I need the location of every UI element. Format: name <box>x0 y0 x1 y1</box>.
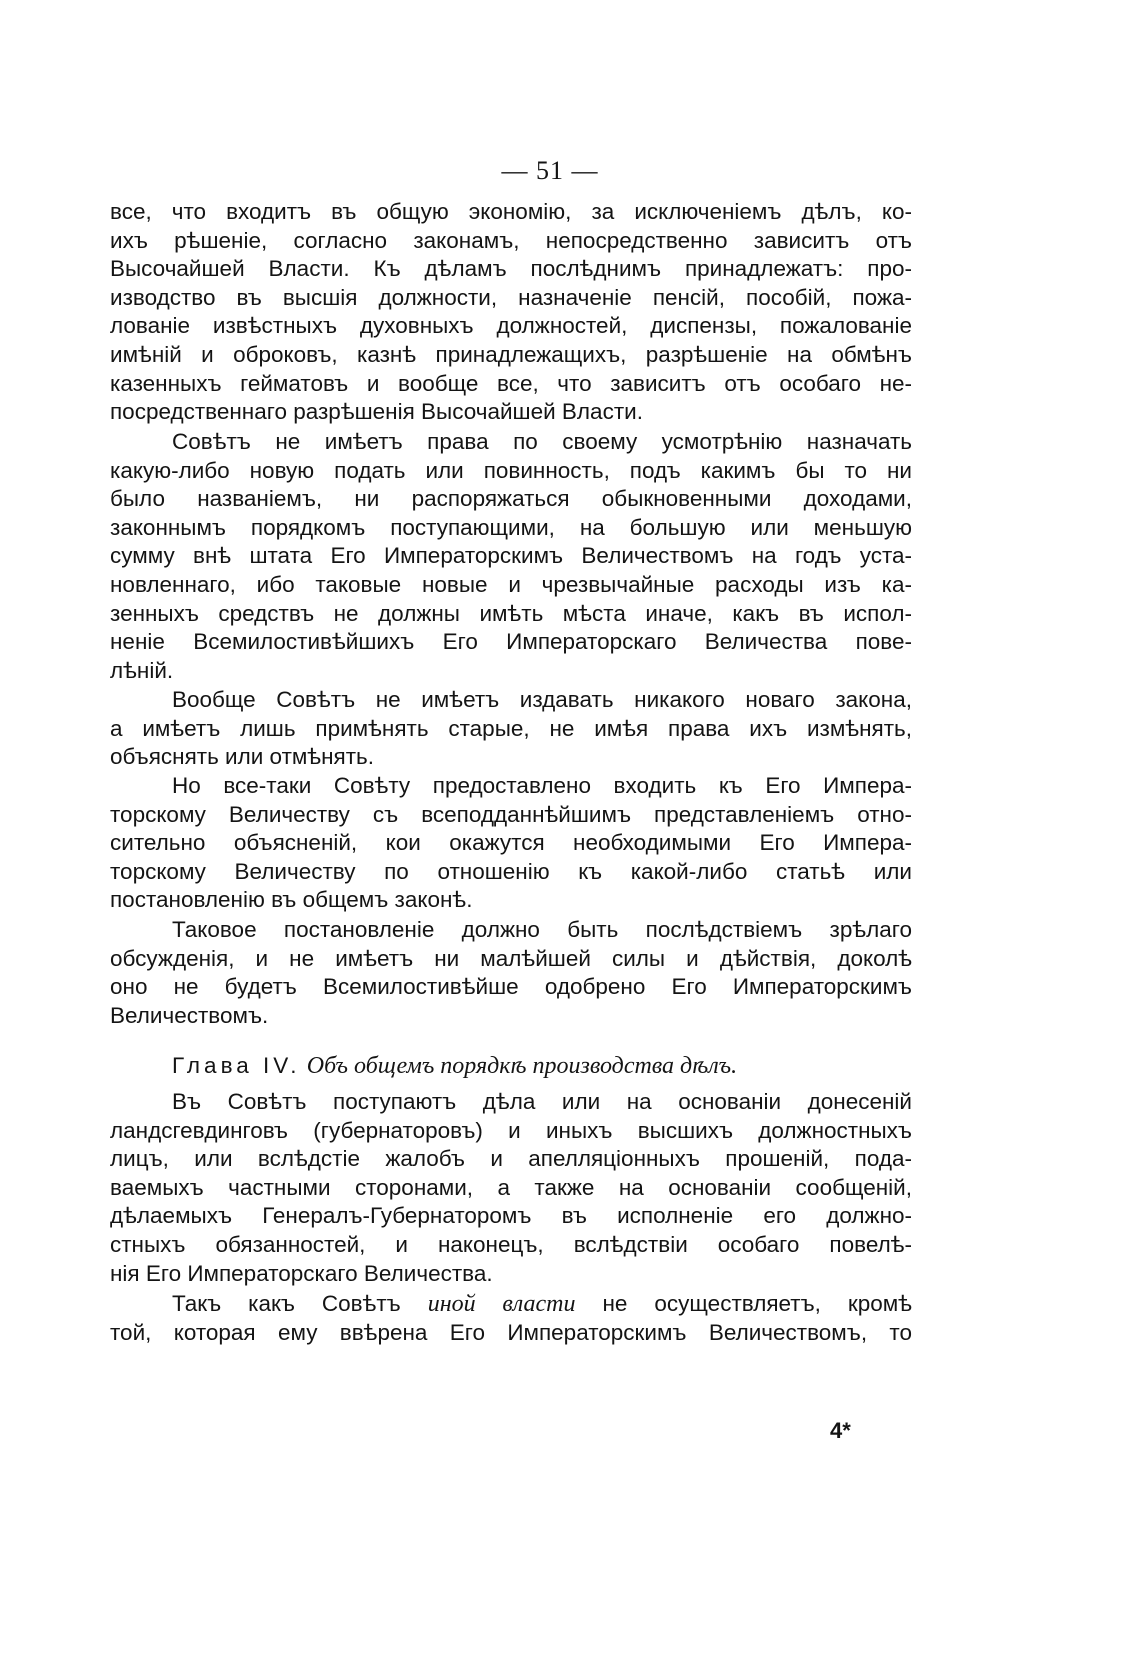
text-line: Таковое постановленіе должно быть послѣдствіемъ зрѣлаго <box>172 917 912 942</box>
text-line: имѣній и оброковъ, казнѣ принадлежащихъ, разрѣшеніе на обмѣнъ <box>110 341 912 367</box>
text-line: Въ Совѣтъ поступаютъ дѣла или на основаніи донесеній <box>172 1089 912 1114</box>
text-line: сительно объясненій, кои окажутся необходимыми Его Импера- <box>110 830 912 856</box>
text-line: ваемыхъ частными сторонами, а также на основаніи сообщеній, <box>110 1174 912 1200</box>
text-line: постановленію въ общемъ законѣ. <box>110 887 473 913</box>
text-line: все, что входитъ въ общую экономію, за исключеніемъ дѣлъ, ко- <box>110 199 912 224</box>
paragraph-continuation <box>110 198 912 427</box>
text-line: Величествомъ. <box>110 1002 269 1028</box>
text-line: нія Его Императорскаго Величества. <box>110 1260 493 1286</box>
paragraph-authority <box>110 1290 912 1347</box>
chapter-label: Глава IV. <box>172 1053 301 1078</box>
text-line: обсужденія, и не имѣетъ ни малѣйшей силы и дѣйствія, доколѣ <box>110 945 912 971</box>
text-line: объяснять или отмѣнять. <box>110 744 375 770</box>
text-line: торскому Величеству съ всеподданнѣйшимъ представленіемъ отно- <box>110 801 912 827</box>
text-line: посредственнаго разрѣшенія Высочайшей Власти. <box>110 399 643 425</box>
text-line: дѣлаемыхъ Генералъ-Губернаторомъ въ исполненіе его должно- <box>110 1203 912 1229</box>
text-line: было названіемъ, ни распоряжаться обыкновенными доходами, <box>110 486 912 512</box>
text-run: не осуществляетъ, кромѣ <box>602 1291 912 1316</box>
text-line: лованіе извѣстныхъ духовныхъ должностей, диспензы, пожалованіе <box>110 313 912 339</box>
chapter-title: Объ общемъ порядкѣ производства дѣлъ. <box>306 1053 738 1079</box>
paragraph-case-sources <box>110 1088 912 1288</box>
text-line: а имѣетъ лишь примѣнять старые, не имѣя права ихъ измѣнять, <box>110 715 912 741</box>
signature-mark: 4* <box>830 1418 851 1443</box>
text-line: Совѣтъ не имѣетъ права по своему усмотрѣнію назначать <box>172 429 912 454</box>
chapter-heading-line <box>110 1052 912 1081</box>
text-run: Такъ какъ Совѣтъ <box>172 1291 401 1316</box>
chapter-heading <box>110 1052 912 1081</box>
text-line: новленнаго, ибо таковые новые и чрезвычайные расходы изъ ка- <box>110 571 912 597</box>
text-line: Но все-таки Совѣту предоставлено входить къ Его Импера- <box>172 773 912 798</box>
text-line: стныхъ обязанностей, и наконецъ, вслѣдствіи особаго повелѣ- <box>110 1231 912 1257</box>
text-line: неніе Всемилостивѣйшихъ Его Императорскаго Величества пове- <box>110 629 912 655</box>
text-line: казенныхъ гейматовъ и вообще все, что зависитъ отъ особаго не- <box>110 370 912 396</box>
text-line <box>110 1290 912 1319</box>
text-line: лицъ, или вслѣдстіе жалобъ и апелляціонныхъ прошеній, пода- <box>110 1146 912 1172</box>
page-number: — 51 — <box>501 156 599 185</box>
italic-emphasis: иной власти <box>427 1291 576 1317</box>
text-line: какую-либо новую подать или повинность, подъ какимъ бы то ни <box>110 457 912 483</box>
text-line: ландсгевдинговъ (губернаторовъ) и иныхъ высшихъ должностныхъ <box>110 1117 912 1143</box>
text-line: зенныхъ средствъ не должны имѣть мѣста иначе, какъ въ испол- <box>110 600 912 626</box>
text-line: ихъ рѣшеніе, согласно законамъ, непосредственно зависитъ отъ <box>110 227 912 253</box>
text-line: лѣній. <box>110 657 174 683</box>
text-line: Вообще Совѣтъ не имѣетъ издавать никакого новаго закона, <box>172 687 912 712</box>
paragraph-no-new-law <box>110 686 912 772</box>
paragraph-resolution <box>110 916 912 1030</box>
text-line: оно не будетъ Всемилостивѣйше одобрено Его Императорскимъ <box>110 974 912 1000</box>
text-line: законнымъ порядкомъ поступающими, на большую или меньшую <box>110 514 912 540</box>
paragraph-representation <box>110 772 912 915</box>
paragraph-council-rights <box>110 428 912 685</box>
text-line: той, которая ему ввѣрена Его Императорскимъ Величествомъ, то <box>110 1319 912 1345</box>
text-line: Высочайшей Власти. Къ дѣламъ послѣднимъ принадлежатъ: про- <box>110 256 912 282</box>
text-line: изводство въ высшія должности, назначеніе пенсій, пособій, пожа- <box>110 284 912 310</box>
text-line: сумму внѣ штата Его Императорскимъ Величествомъ на годъ уста- <box>110 543 912 569</box>
text-line: торскому Величеству по отношенію къ какой-либо статьѣ или <box>110 858 912 884</box>
